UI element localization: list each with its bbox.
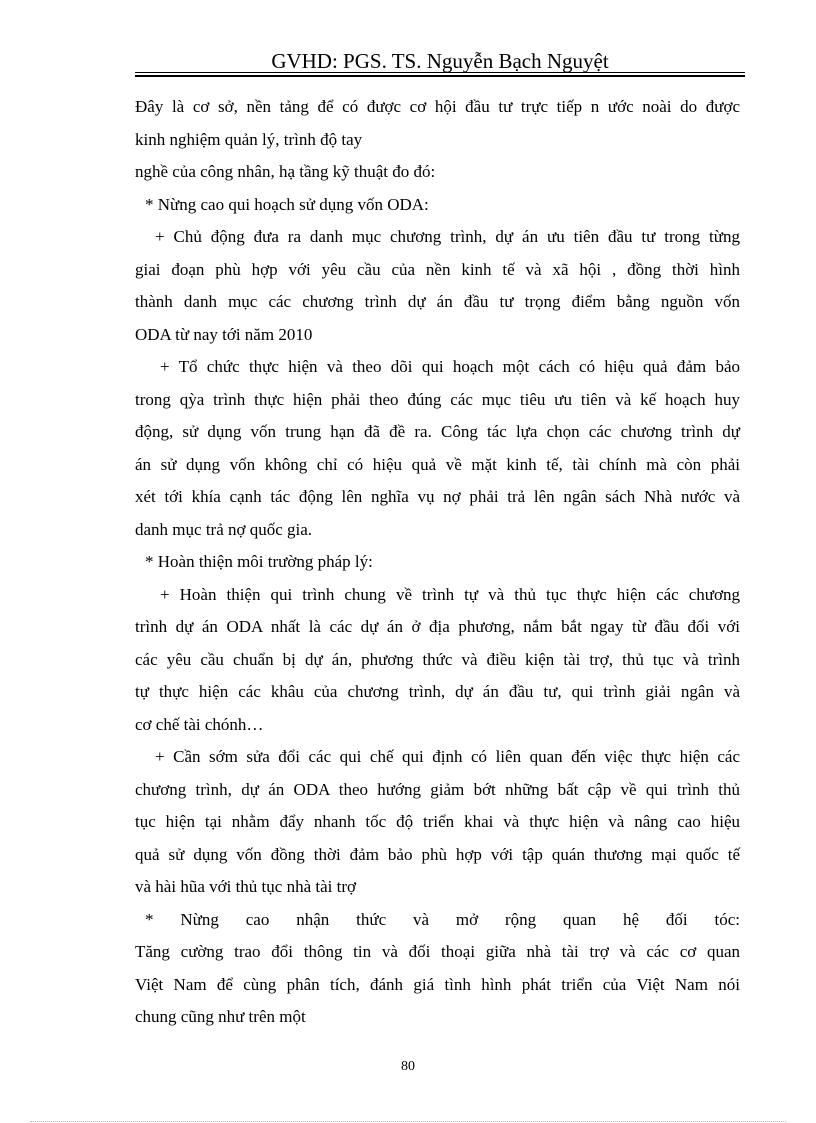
text-line: tự thực hiện các khâu của chương trình, dự án đầu tư, qui trình giải ngân và xyxy=(135,682,740,701)
running-header: GVHD: PGS. TS. Nguyễn Bạch Nguyệt xyxy=(271,49,609,73)
text-line: quả sử dụng vốn đồng thời đảm bảo phù hợp với tập quán thương mại quốc tế xyxy=(135,844,740,864)
text-line: nghề của công nhân, hạ tầng kỹ thuật đo đó: xyxy=(135,162,436,181)
text-line: chương trình, dự án ODA theo hướng giảm bớt những bất cập về qui trình thủ xyxy=(135,779,740,799)
bullet-heading-oda: * Nừng cao qui hoạch sử dụng vốn ODA: xyxy=(145,194,429,214)
text-line: + Cần sớm sửa đổi các qui chế qui định có liên quan đến việc thực hiện các xyxy=(155,747,740,766)
text-line: Việt Nam để cùng phân tích, đánh giá tình hình phát triển của Việt Nam nói xyxy=(135,974,740,994)
text-line: các yêu cầu chuẩn bị dự án, phương thức và điều kiện tài trợ, thủ tục và trình xyxy=(135,649,740,669)
text-line: thành danh mục các chương trình dự án đầu tư trọng điểm bằng nguồn vốn xyxy=(135,292,740,311)
text-line: danh mục trả nợ quốc gia. xyxy=(135,519,313,539)
text-line: giai đoạn phù hợp với yêu cầu của nền kinh tế và xã hội , đồng thời hình xyxy=(135,259,740,279)
text-line: cơ chế tài chónh… xyxy=(135,714,264,734)
page-edge-divider xyxy=(30,1121,786,1122)
text-line: động, sử dụng vốn trung hạn đã đề ra. Công tác lựa chọn các chương trình dự xyxy=(135,422,740,441)
bullet-heading-awareness: * Nừng cao nhận thức và mở rộng quan hệ đối tóc: xyxy=(145,909,740,929)
text-line: xét tới khía cạnh tác động lên nghĩa vụ nợ phải trả lên ngân sách Nhà nước và xyxy=(135,487,740,506)
text-line: trong qỳa trình thực hiện phải theo đúng các mục tiêu ưu tiên và kế hoạch huy xyxy=(135,389,740,409)
text-line: Đây là cơ sở, nền tảng để có được cơ hội đầu tư trực tiếp n ước noài do được xyxy=(135,97,740,116)
text-line: án sử dụng vốn không chỉ có hiệu quả về mặt kinh tế, tài chính mà còn phải xyxy=(135,454,740,474)
text-line: + Tổ chức thực hiện và theo dõi qui hoạch một cách có hiệu quả đảm bảo xyxy=(160,357,740,376)
text-line: chung cũng như trên một xyxy=(135,1007,306,1026)
header-rule-thin xyxy=(135,72,745,73)
text-line: và hài hũa với thủ tục nhà tài trợ xyxy=(135,877,356,896)
text-line: kinh nghiệm quản lý, trình độ tay xyxy=(135,129,363,149)
page-number: 80 xyxy=(401,1059,415,1074)
text-line: trình dự án ODA nhất là các dự án ở địa phương, nắm bắt ngay từ đầu đối với xyxy=(135,617,740,636)
bullet-heading-legal: * Hoàn thiện môi trường pháp lý: xyxy=(145,552,373,571)
text-line: Tăng cường trao đổi thông tin và đối thoại giữa nhà tài trợ và các cơ quan xyxy=(135,942,740,961)
text-line: + Hoàn thiện qui trình chung về trình tự và thủ tục thực hiện các chương xyxy=(160,584,740,604)
text-line: tục hiện tại nhằm đẩy nhanh tốc độ triển khai và thực hiện và nâng cao hiệu xyxy=(135,812,740,831)
header-rule-thick xyxy=(135,75,745,77)
text-line: + Chủ động đưa ra danh mục chương trình, dự án ưu tiên đầu tư trong từng xyxy=(155,227,740,246)
body-text xyxy=(135,91,740,1034)
text-line: ODA từ nay tới năm 2010 xyxy=(135,324,313,344)
